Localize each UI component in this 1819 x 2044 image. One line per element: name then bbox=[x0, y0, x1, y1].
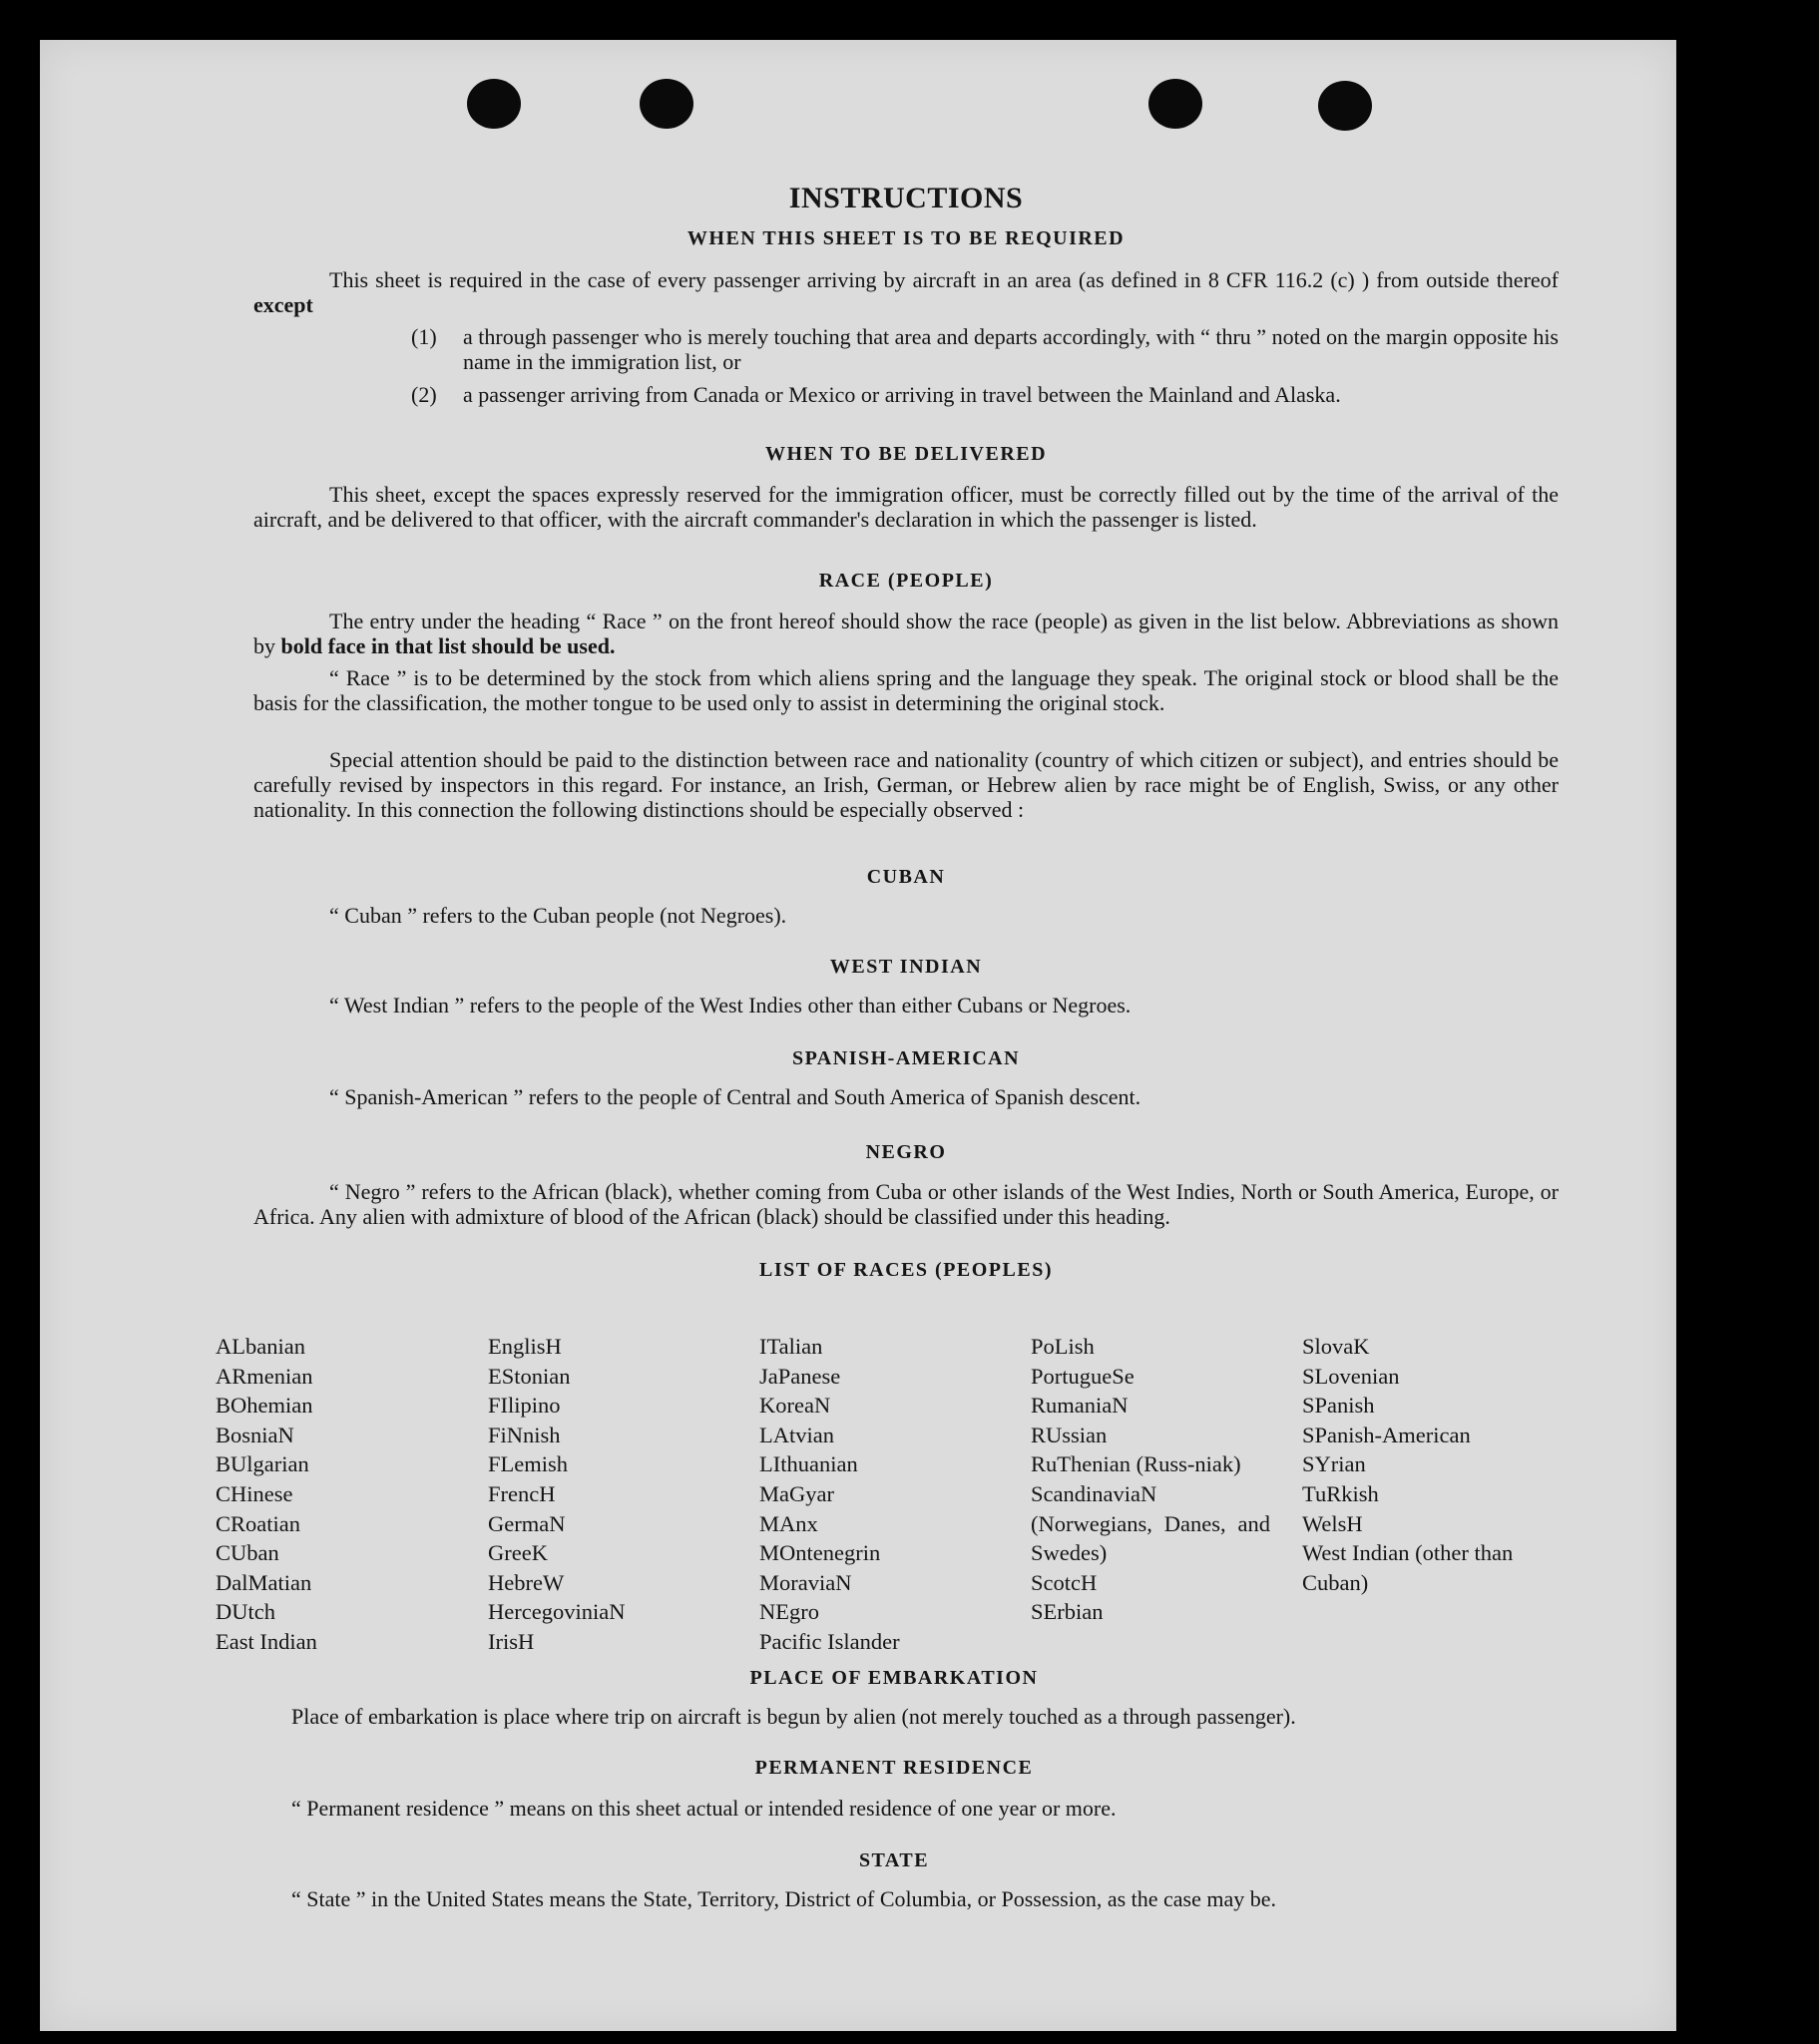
race-entry: WelsH bbox=[1302, 1510, 1363, 1536]
race-entry: JaPanese bbox=[759, 1363, 841, 1389]
race-column bbox=[216, 1332, 455, 1657]
paragraph: “ Race ” is to be determined by the stock from which aliens spring and the language they speak. The original stock or blood shall be the basis for the classification, the mother tongue to be used only to assist in determining the original stock. bbox=[253, 665, 1559, 715]
section-heading: PERMANENT RESIDENCE bbox=[754, 1757, 1034, 1779]
race-entry: FIlipino bbox=[488, 1393, 561, 1419]
section-heading: WHEN TO BE DELIVERED bbox=[764, 443, 1048, 465]
paragraph: Place of embarkation is place where trip on aircraft is begun by alien (not merely touched as a through passenger). bbox=[291, 1704, 1296, 1729]
race-entry: BOhemian bbox=[216, 1393, 313, 1419]
section-heading: RACE (PEOPLE) bbox=[818, 570, 994, 592]
race-entry: RuThenian (Russ-niak) bbox=[1031, 1451, 1241, 1477]
race-entry: MAnx bbox=[759, 1510, 818, 1536]
race-column bbox=[1302, 1332, 1572, 1597]
race-entry: DalMatian bbox=[216, 1569, 312, 1595]
punch-hole bbox=[1148, 79, 1202, 129]
race-column bbox=[488, 1332, 727, 1657]
page-title: INSTRUCTIONS bbox=[788, 182, 1024, 214]
race-entry: BUlgarian bbox=[216, 1451, 309, 1477]
race-entry: EStonian bbox=[488, 1363, 571, 1389]
section-heading: WEST INDIAN bbox=[829, 956, 983, 978]
race-entry: West Indian (other than Cuban) bbox=[1302, 1540, 1514, 1595]
punch-hole bbox=[640, 79, 693, 129]
section-heading: SPANISH-AMERICAN bbox=[791, 1047, 1021, 1069]
paragraph: “ Cuban ” refers to the Cuban people (not Negroes). bbox=[329, 903, 787, 928]
list-item: (2) a passenger arriving from Canada or Mexico or arriving in travel between the Mainland and Alaska. bbox=[411, 382, 1341, 407]
race-entry: SYrian bbox=[1302, 1451, 1366, 1477]
section-heading: PLACE OF EMBARKATION bbox=[749, 1667, 1039, 1689]
race-entry: SLovenian bbox=[1302, 1363, 1400, 1389]
section-heading: CUBAN bbox=[866, 866, 946, 888]
paragraph: “ Negro ” refers to the African (black), whether coming from Cuba or other islands of the West Indies, North or South America, Europe, or Africa. Any alien with admixture of blood of the African (black) should be classified under this heading. bbox=[253, 1179, 1559, 1229]
race-entry: MOntenegrin bbox=[759, 1540, 881, 1566]
race-entry: MoraviaN bbox=[759, 1569, 852, 1595]
paragraph: “ Spanish-American ” refers to the people of Central and South America of Spanish descent. bbox=[329, 1084, 1141, 1109]
list-item: (1) a through passenger who is merely touching that area and departs accordingly, with “ thru ” noted on the margin opposite his name in the immigration list, or bbox=[411, 324, 1559, 374]
race-column bbox=[759, 1332, 999, 1657]
race-entry: PortugueSe bbox=[1031, 1363, 1135, 1389]
race-entry: FrencH bbox=[488, 1480, 556, 1506]
punch-hole bbox=[467, 79, 521, 129]
race-entry: GreeK bbox=[488, 1540, 548, 1566]
race-entry: SPanish bbox=[1302, 1393, 1375, 1419]
race-entry: GermaN bbox=[488, 1510, 566, 1536]
race-entry: RUssian bbox=[1031, 1422, 1108, 1447]
race-entry: IrisH bbox=[488, 1628, 535, 1654]
paragraph: This sheet is required in the case of every passenger arriving by aircraft in an area (as defined in 8 CFR 116.2 (c) ) from outside thereof except bbox=[253, 267, 1559, 317]
race-entry: Pacific Islander bbox=[759, 1628, 900, 1654]
section-heading: NEGRO bbox=[865, 1141, 947, 1163]
paragraph: This sheet, except the spaces expressly reserved for the immigration officer, must be correctly filled out by the time of the arrival of the aircraft, and be delivered to that officer, with the aircraft commander's declaration in which the passenger is listed. bbox=[253, 482, 1559, 532]
punch-hole bbox=[1318, 81, 1372, 131]
race-entry: East Indian bbox=[216, 1628, 317, 1654]
race-entry: KoreaN bbox=[759, 1393, 831, 1419]
paragraph: “ Permanent residence ” means on this sheet actual or intended residence of one year or more. bbox=[291, 1796, 1117, 1821]
section-heading: STATE bbox=[858, 1849, 930, 1871]
race-entry: ARmenian bbox=[216, 1363, 313, 1389]
race-entry: BosniaN bbox=[216, 1422, 294, 1447]
race-entry: SPanish-American bbox=[1302, 1422, 1471, 1447]
race-entry: LAtvian bbox=[759, 1422, 834, 1447]
section-heading: WHEN THIS SHEET IS TO BE REQUIRED bbox=[686, 227, 1126, 249]
race-entry: SlovaK bbox=[1302, 1334, 1370, 1359]
paragraph: Special attention should be paid to the distinction between race and nationality (country of which citizen or subject), and entries should be carefully revised by inspectors in this regard. For instance, an Irish, German, or Hebrew alien by race might be of English, Swiss, or any other nationality. In this connection the following distinctions should be especially observed : bbox=[253, 747, 1559, 822]
race-entry: ScandinaviaN (Norwegians, Danes, and Swedes) bbox=[1031, 1480, 1270, 1566]
race-entry: NEgro bbox=[759, 1599, 819, 1625]
race-entry: PoLish bbox=[1031, 1334, 1095, 1359]
race-entry: CRoatian bbox=[216, 1510, 300, 1536]
race-entry: CUban bbox=[216, 1540, 279, 1566]
paragraph: The entry under the heading “ Race ” on the front hereof should show the race (people) as given in the list below. Abbreviations as shown by bold face in that list should be used. bbox=[253, 609, 1559, 658]
race-entry: FLemish bbox=[488, 1451, 569, 1477]
race-entry: LIthuanian bbox=[759, 1451, 858, 1477]
race-entry: TuRkish bbox=[1302, 1480, 1379, 1506]
race-entry: MaGyar bbox=[759, 1480, 834, 1506]
race-entry: RumaniaN bbox=[1031, 1393, 1129, 1419]
race-entry: SErbian bbox=[1031, 1599, 1104, 1625]
race-column bbox=[1031, 1332, 1270, 1627]
paragraph: “ State ” in the United States means the State, Territory, District of Columbia, or Possession, as the case may be. bbox=[291, 1886, 1277, 1911]
section-heading: LIST OF RACES (PEOPLES) bbox=[758, 1259, 1053, 1281]
paragraph: “ West Indian ” refers to the people of the West Indies other than either Cubans or Negroes. bbox=[329, 993, 1132, 1018]
race-entry: HercegoviniaN bbox=[488, 1599, 626, 1625]
race-entry: CHinese bbox=[216, 1480, 293, 1506]
race-entry: ScotcH bbox=[1031, 1569, 1098, 1595]
race-entry: ALbanian bbox=[216, 1334, 305, 1359]
race-entry: HebreW bbox=[488, 1569, 565, 1595]
race-entry: DUtch bbox=[216, 1599, 275, 1625]
race-entry: FiNnish bbox=[488, 1422, 561, 1447]
race-entry: EnglisH bbox=[488, 1334, 562, 1359]
race-entry: ITalian bbox=[759, 1334, 823, 1359]
document-page bbox=[40, 40, 1676, 2031]
